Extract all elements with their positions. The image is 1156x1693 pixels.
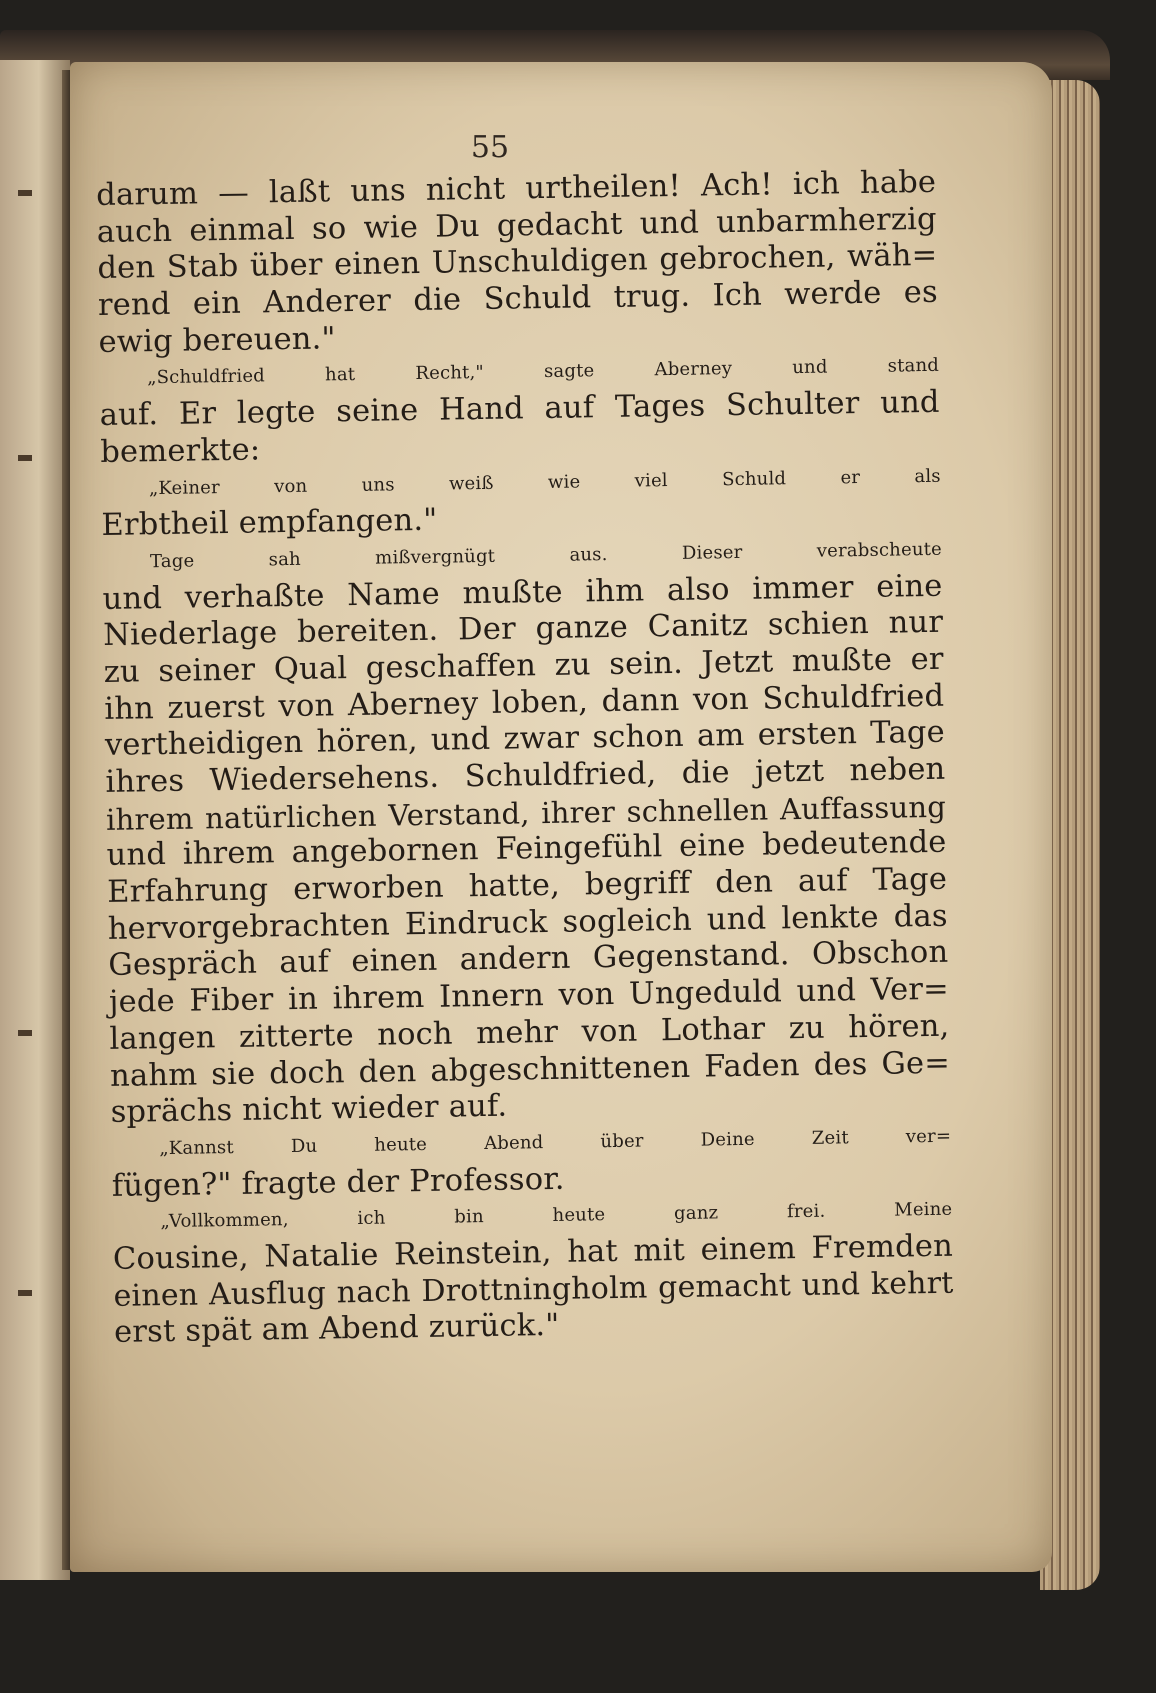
text-line: hervorgebrachten Eindruck sogleich und lenkte das (107, 898, 948, 947)
text-line: sprächs nicht wieder auf. (110, 1088, 508, 1131)
text-line: Niederlage bereiten. Der ganze Canitz schien nur (102, 605, 944, 654)
text-line: darum — laßt uns nicht urtheilen! Ach! ich habe (96, 164, 937, 213)
text-line: auf. Er legte seine Hand auf Tages Schulter und (99, 384, 940, 434)
binding-mark (18, 1030, 32, 1036)
text-line: rend ein Anderer die Schuld trug. Ich werde es (97, 274, 939, 324)
facing-page-edge (0, 60, 70, 1580)
page-number: 55 (470, 130, 510, 165)
text-line: „Keiner von uns weiß wie viel Schuld er als (148, 465, 941, 499)
text-line: Cousine, Natalie Reinstein, hat mit einem Fremden (112, 1228, 954, 1277)
text-line: ihres Wiedersehens. Schuldfried, die jetzt neben (105, 751, 946, 800)
text-line: ewig bereuen." (98, 321, 337, 360)
text-line: erst spät am Abend zurück." (113, 1308, 560, 1351)
text-line: „Kannst Du heute Abend über Deine Zeit ver= (159, 1125, 952, 1159)
text-line: und ihrem angebornen Feingefühl eine bedeutende (106, 825, 947, 874)
binding-mark (18, 455, 32, 461)
gutter-shadow (62, 70, 70, 1570)
binding-mark (18, 190, 32, 196)
body-text (96, 165, 954, 1352)
text-line: Erbtheil empfangen." (101, 502, 438, 544)
text-line: bemerkte: (100, 432, 261, 470)
text-line: nahm sie doch den abgeschnittenen Faden des Ge= (109, 1045, 951, 1094)
text-line: und verhaßte Name mußte ihm also immer eine (102, 568, 943, 617)
text-line: einen Ausflug nach Drottningholm gemacht und kehrt (113, 1265, 954, 1314)
text-line: vertheidigen hören, und zwar schon am ersten Tage (104, 715, 946, 764)
text-line: „Schuldfried hat Recht," sagte Aberney und stand (146, 355, 940, 389)
text-line: Gespräch auf einen andern Gegenstand. Obschon (108, 935, 949, 984)
binding-mark (18, 1290, 32, 1296)
text-line: Erfahrung erworben hatte, begriff den auf Tage (106, 861, 948, 910)
text-line: ihrem natürlichen Verstand, ihrer schnellen Auffassung (105, 789, 947, 837)
text-line: auch einmal so wie Du gedacht und unbarmherzig (96, 201, 938, 250)
text-line: langen zitterte noch mehr von Lothar zu hören, (109, 1008, 950, 1057)
text-line: den Stab über einen Unschuldigen gebrochen, wäh= (97, 238, 938, 287)
text-line: „Vollkommen, ich bin heute ganz frei. Meine (160, 1198, 953, 1233)
text-line: fügen?" fragte der Professor. (111, 1161, 565, 1204)
text-line: Tage sah mißvergnügt aus. Dieser verabscheute (149, 538, 943, 573)
text-line: zu seiner Qual geschaffen zu sein. Jetzt mußte er (103, 641, 944, 690)
text-line: jede Fiber in ihrem Innern von Ungeduld und Ver= (108, 971, 950, 1021)
text-line: ihn zuerst von Aberney loben, dann von Schuldfried (104, 678, 945, 727)
